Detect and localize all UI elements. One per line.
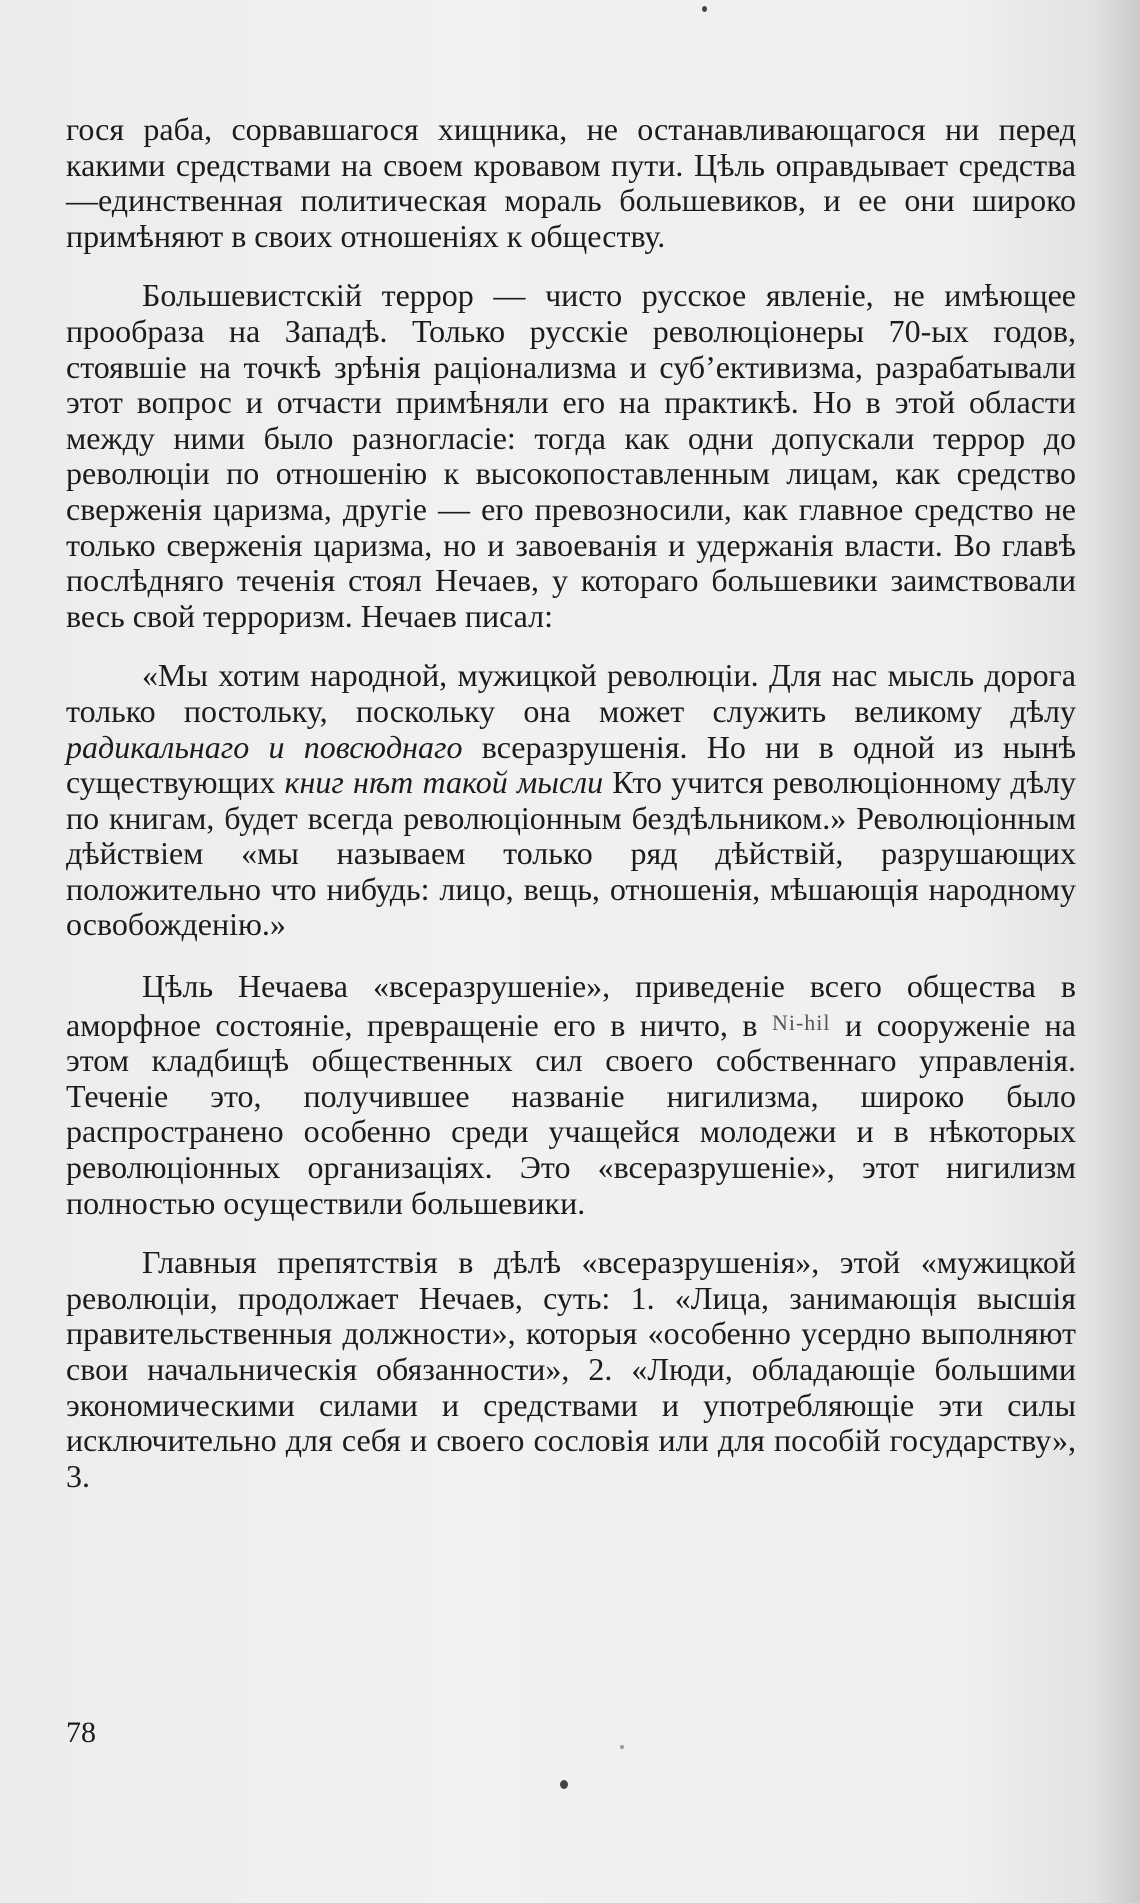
paragraph-2 — [66, 278, 1076, 634]
paragraph-4-text-part-1: Цѣль Нечаева «всеразрушеніе», приведеніе всего общества в аморфное состояніе, превращеніе его в ничто, в — [66, 968, 1076, 1043]
quote-italic-phrase-1: радикальнаго и повсюднаго — [66, 728, 463, 765]
quote-italic-phrase-2: книг нѣт такой мысли — [284, 764, 604, 801]
quote-text-part-2: всеразрушенія. Но ни в одной из нынѣ существующих — [66, 728, 1077, 801]
nihil-word-part-1: Ni- — [771, 1009, 805, 1035]
paragraph-5-text: Главныя препятствія в дѣлѣ «всеразрушенія», этой «мужицкой революціи, продолжает Нечаев, суть: 1. «Лица, занимающія высшія правительственныя должности», которыя «особенно усердно выполняют свои начальническія обязанности», 2. «Люди, обладающіе большими экономическими силами и средствами и употребляющіе эти силы исключительно для себя и своего сословія или для пособій государству», 3. — [66, 1244, 1076, 1494]
paragraph-4-text-part-2: и сооруженіе на этом кладбищѣ общественных сил своего собственнаго управленія. Теченіе это, получившее названіе нигилизма, широко было распространено особенно среди учащейся молодежи и в нѣкоторых революціонных организаціях. Это «всеразрушеніе», этот нигилизм полностью осуществили большевики. — [66, 1006, 1076, 1221]
page-number: 78 — [66, 1716, 96, 1749]
paragraph-5 — [66, 1245, 1076, 1494]
paragraph-1-text: гося раба, сорвавшагося хищника, не останавливающагося ни перед какими средствами на своем кровавом пути. Цѣль оправдывает средства—единственная политическая мораль большевиков, и ее они широко примѣняют в своих отношеніях к обществу. — [66, 111, 1076, 254]
paragraph-1 — [66, 112, 1076, 254]
nechaev-quote — [66, 658, 1076, 943]
paragraph-4 — [66, 969, 1076, 1221]
body-text — [66, 112, 1076, 1518]
nihil-word-part-2: hil — [804, 1009, 831, 1035]
ink-speck-bottom — [560, 1780, 568, 1789]
quote-text-part-1: «Мы хотим народной, мужицкой революціи. Для нас мысль дорога только постольку, поскольку она может служить великому дѣлу — [66, 657, 1076, 729]
ink-speck-top — [702, 6, 707, 12]
quote-text-part-3: Кто учится революціонному дѣлу по книгам, будет всегда революціонным бездѣльником.» Революціонным дѣйствіем «мы называем только ряд дѣйствій, разрушающих положительно что нибудь: лицо, вещь, отношенія, мѣшающія народному освобожденію.» — [66, 764, 1077, 943]
ink-speck-mid — [620, 1745, 624, 1749]
paragraph-2-text: Большевистскій террор — чисто русское явленіе, не имѣющее прообраза на Западѣ. Только русскіе революціонеры 70-ых годов, стоявшіе на точкѣ зрѣнія раціонализма и суб’ективизма, разрабатывали этот вопрос и отчасти примѣняли его на практикѣ. Но в этой области между ними было разногласіе: тогда как одни допускали террор до революціи по отношенію к высокопоставленным лицам, как средство сверженія царизма, другіе — его превозносили, как главное средство не только сверженія царизма, но и завоеванія и удержанія власти. Во главѣ послѣдняго теченія стоял Нечаев, у котораго большевики заимствовали весь свой терроризм. Нечаев писал: — [66, 277, 1076, 634]
